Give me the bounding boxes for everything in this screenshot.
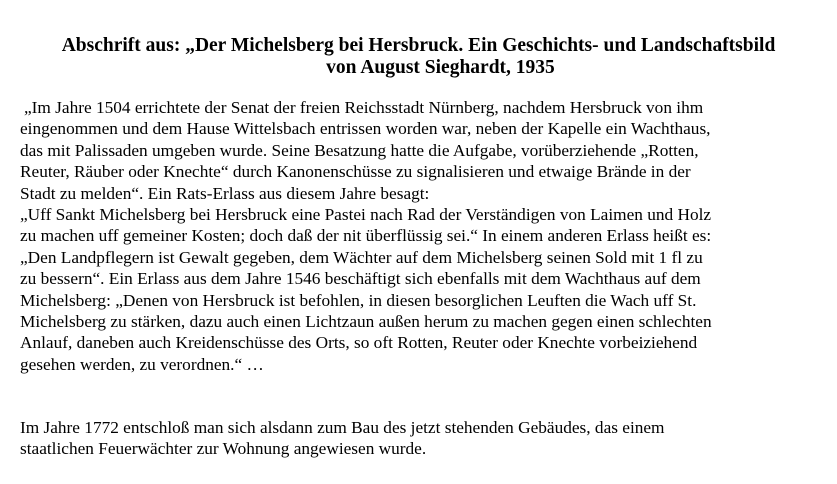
text-line: zu bessern“. Ein Erlass aus dem Jahre 1546 beschäftigt sich ebenfalls mit dem Wachthaus auf dem — [20, 269, 701, 289]
text-line: „Uff Sankt Michelsberg bei Hersbruck eine Pastei nach Rad der Verständigen von Laimen und Holz — [20, 205, 712, 225]
document-title: Abschrift aus: „Der Michelsberg bei Hersbruck. Ein Geschichts- und Landschaftsbild — [61, 35, 776, 56]
text-line: eingenommen und dem Hause Wittelsbach entrissen worden war, neben der Kapelle ein Wachthaus, — [20, 119, 711, 139]
text-line: „Den Landpflegern ist Gewalt gegeben, dem Wächter auf dem Michelsberg seinen Sold mit 1 fl zu — [20, 247, 703, 267]
text-line: Michelsberg: „Denen von Hersbruck ist befohlen, in diesen besorglichen Leuften die Wach uff St. — [20, 290, 697, 310]
paragraph-closing — [20, 417, 820, 460]
text-line: „Im Jahre 1504 errichtete der Senat der freien Reichsstadt Nürnberg, nachdem Hersbruck von ihm — [24, 98, 704, 117]
text-line: das mit Palissaden umgeben wurde. Seine Besatzung hatte die Aufgabe, vorüberziehende „Rotten, — [20, 140, 699, 160]
document-subtitle: von August Sieghardt, 1935 — [326, 57, 555, 78]
text-line: Im Jahre 1772 entschloß man sich alsdann zum Bau des jetzt stehenden Gebäudes, das einem — [20, 418, 665, 437]
text-line: Stadt zu melden“. Ein Rats-Erlass aus diesem Jahre besagt: — [20, 183, 430, 203]
text-line: staatlichen Feuerwächter zur Wohnung angewiesen wurde. — [20, 439, 427, 459]
text-line: Anlauf, daneben auch Kreidenschüsse des Orts, so oft Rotten, Reuter oder Knechte vorbeiziehend — [20, 333, 698, 353]
text-line: Reuter, Räuber oder Knechte“ durch Kanonenschüsse zu signalisieren und etwaige Brände in der — [20, 162, 691, 182]
text-line: gesehen werden, zu verordnen.“ … — [20, 354, 264, 374]
paragraph-quote — [20, 97, 820, 375]
text-line: Michelsberg zu stärken, dazu auch einen Lichtzaun außen herum zu machen gegen einen schlechten — [20, 312, 712, 332]
text-line: zu machen uff gemeiner Kosten; doch daß der nit überflüssig sei.“ In einem anderen Erlass heißt es: — [20, 226, 712, 246]
